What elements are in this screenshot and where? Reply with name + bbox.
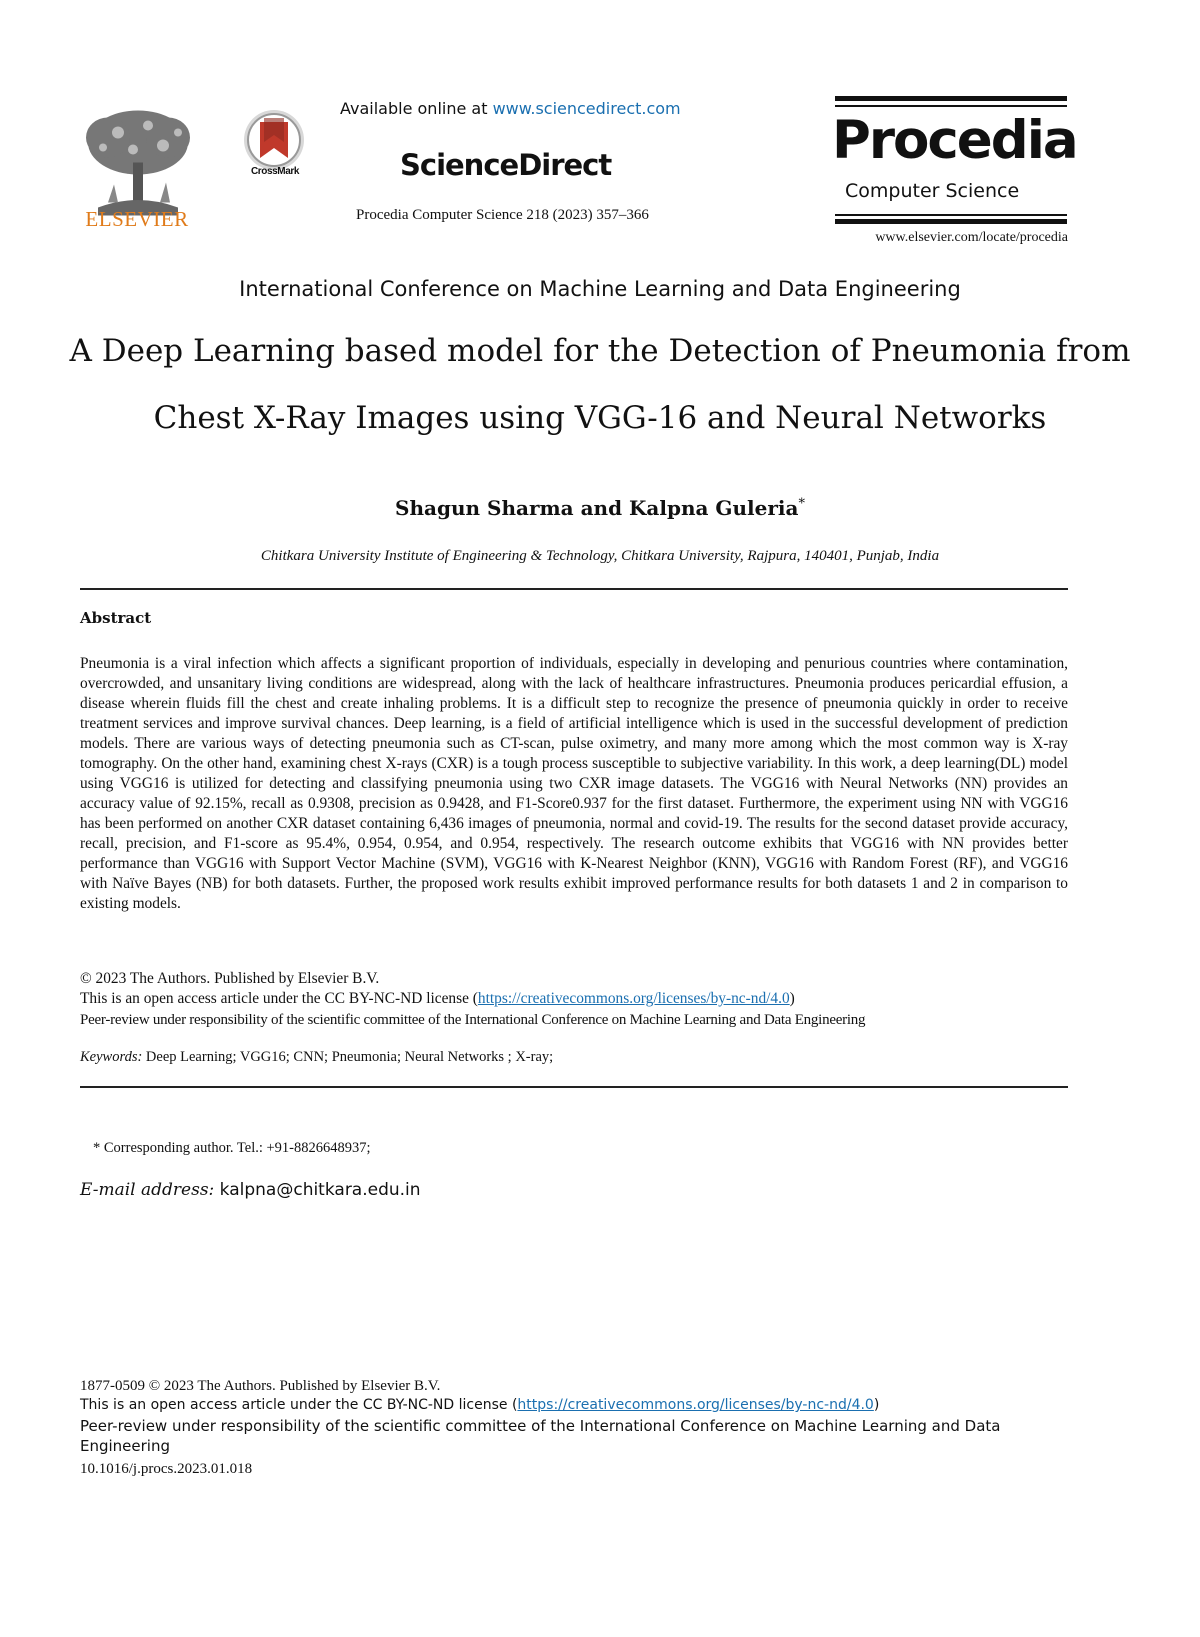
corresponding-mark: * <box>798 496 805 512</box>
journal-url[interactable]: www.elsevier.com/locate/procedia <box>875 230 1068 245</box>
procedia-subtitle: Computer Science <box>845 180 1020 202</box>
doi-line[interactable]: 10.1016/j.procs.2023.01.018 <box>80 1461 253 1477</box>
affiliation: Chitkara University Institute of Engineering & Technology, Chitkara University, Rajpura, 140401, Punjab, India <box>260 548 940 564</box>
sciencedirect-link[interactable]: www.sciencedirect.com <box>492 99 681 118</box>
copyright-line: © 2023 The Authors. Published by Elsevier B.V. <box>80 970 380 987</box>
author-names: Shagun Sharma and Kalpna Guleria <box>395 496 799 520</box>
procedia-rule <box>835 96 1067 101</box>
crossmark-label: CrossMark <box>250 166 300 177</box>
footer-peer-review: Peer-review under responsibility of the scientific committee of the International Conference on Machine Learning and Data Engineering <box>80 1417 1001 1455</box>
license-link[interactable]: https://creativecommons.org/licenses/by-nc-nd/4.0 <box>477 990 790 1007</box>
email-label: E-mail address: <box>80 1180 215 1200</box>
keywords-line <box>80 1049 553 1066</box>
paper-title-line-2: Chest X-Ray Images using VGG-16 and Neural Networks <box>153 400 1047 436</box>
procedia-rule <box>835 214 1067 216</box>
footer-license-line <box>80 1396 1068 1415</box>
footer-license-prefix: This is an open access article under the CC BY-NC-ND license ( <box>80 1397 518 1413</box>
abstract-heading: Abstract <box>80 609 152 627</box>
footer-license-suffix: ) <box>873 1397 880 1413</box>
keywords-list: Deep Learning; VGG16; CNN; Pneumonia; Neural Networks ; X-ray; <box>145 1049 554 1065</box>
divider <box>80 1086 1068 1088</box>
abstract-text: Pneumonia is a viral infection which affects a significant proportion of individuals, especially in developing and penurious countries where contamination, overcrowded, and unsanitary living conditions are widespread, along with the lack of healthcare infrastructures. Pneumonia produces pericardial effusion, a disease wherein fluids fill the chest and create inhaling problems. It is a difficult step to recognize the presence of pneumonia quickly in order to receive treatment services and improve survival chances. Deep learning, is a field of artificial intelligence which is used in the successful development of prediction models. There are various ways of detecting pneumonia such as CT-scan, pulse oximetry, and many more among which the most common way is X-ray tomography. On the other hand, examining chest X-rays (CXR) is a tough process susceptible to subjective variability. In this work, a deep learning(DL) model using VGG16 is utilized for detecting and classifying pneumonia using two CXR image datasets. The VGG16 with Neural Networks (NN) provides an accuracy value of 92.15%, recall as 0.9308, precision as 0.9428, and F1-Score0.937 for the first dataset. Furthermore, the experiment using NN with VGG16 has been performed on another CXR dataset containing 6,436 images of pneumonia, normal and covid-19. The results for the second dataset provide accuracy, recall, precision, and F1-score as 95.4%, 0.954, 0.954, and 0.954, respectively. The research outcome exhibits that VGG16 with NN provides better performance than VGG16 with Support Vector Machine (SVM), VGG16 with K-Nearest Neighbor (KNN), VGG16 with Random Forest (RF), and VGG16 with Naïve Bayes (NB) for both datasets. Further, the proposed work results exhibit improved performance results for both datasets 1 and 2 in comparison to existing models. <box>80 655 1068 912</box>
license-suffix: ) <box>789 990 795 1007</box>
authors <box>0 496 1200 520</box>
email-address[interactable]: kalpna@chitkara.edu.in <box>219 1180 421 1200</box>
elsevier-wordmark: ELSEVIER <box>85 207 189 231</box>
divider <box>80 588 1068 590</box>
keywords-label: Keywords: <box>80 1049 143 1065</box>
corresponding-author: * Corresponding author. Tel.: +91-8826648937; <box>93 1140 371 1156</box>
email-line <box>80 1180 421 1200</box>
footer-license-link[interactable]: https://creativecommons.org/licenses/by-nc-nd/4.0 <box>517 1397 874 1413</box>
available-prefix: Available online at <box>340 99 493 118</box>
procedia-rule <box>835 105 1067 107</box>
paper-title-line-1: A Deep Learning based model for the Detection of Pneumonia from <box>69 333 1131 369</box>
procedia-wordmark: Procedia <box>832 110 1077 171</box>
license-line <box>80 989 795 1009</box>
journal-reference: Procedia Computer Science 218 (2023) 357–366 <box>356 207 649 223</box>
available-online-line <box>340 99 710 118</box>
peer-review-line: Peer-review under responsibility of the scientific committee of the International Conference on Machine Learning and Data Engineering <box>80 1012 866 1028</box>
conference-name: International Conference on Machine Learning and Data Engineering <box>239 277 961 301</box>
procedia-rule <box>835 219 1067 224</box>
license-prefix: This is an open access article under the CC BY-NC-ND license ( <box>80 990 478 1007</box>
issn-line: 1877-0509 © 2023 The Authors. Published by Elsevier B.V. <box>80 1378 441 1394</box>
sciencedirect-wordmark: ScienceDirect <box>400 148 612 182</box>
